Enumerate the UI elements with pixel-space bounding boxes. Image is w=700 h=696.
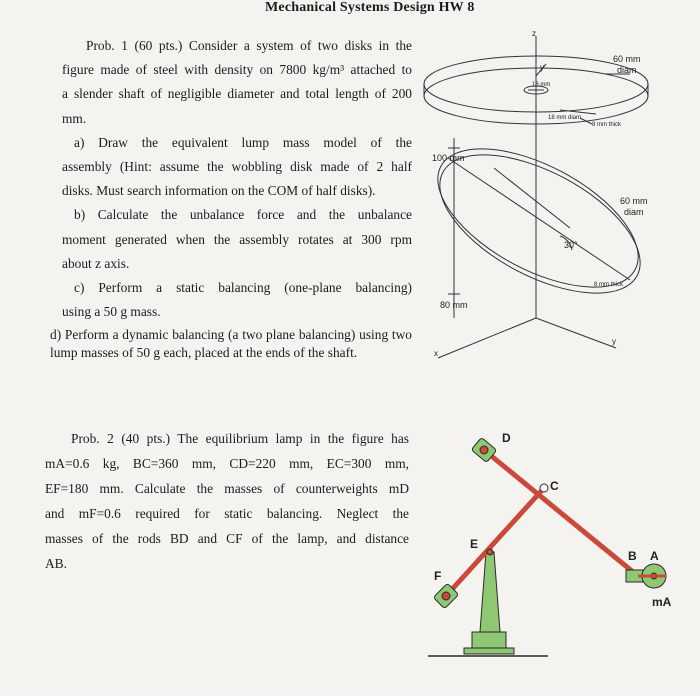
y-axis-top-label: y [540, 63, 544, 72]
angle-label: 30° [564, 240, 578, 250]
dim-18mm-diam-label: 18 mm diam [548, 115, 582, 121]
y-axis-bottom-label: y [612, 337, 616, 346]
label-d: D [502, 431, 511, 445]
bottom-disk-diam-label-2: diam [624, 207, 644, 217]
pivot-f [442, 592, 450, 600]
pivot-e [487, 549, 493, 555]
x-axis-line [438, 318, 536, 358]
label-e: E [470, 537, 479, 551]
length-80-label: 80 mm [440, 300, 468, 310]
dim-18mm-label: 18 mm [532, 82, 551, 88]
bottom-disk-face [420, 120, 660, 315]
problem2-line: AB. [45, 556, 67, 571]
problem2-line: masses of the rods BD and CF of the lamp, and distance [45, 531, 409, 546]
problem1-line: b) Calculate the unbalance force and the unbalance [74, 207, 412, 223]
length-100-label: 100 mm [432, 153, 465, 163]
problem2-line: mA=0.6 kg, BC=360 mm, CD=220 mm, EC=300 mm, [45, 456, 409, 471]
label-b: B [628, 549, 637, 563]
problem1-line: Prob. 1 (60 pts.) Consider a system of two disks in the [86, 38, 412, 53]
bottom-disk-thick-label: 8 mm thick [594, 282, 624, 288]
label-c: C [550, 479, 559, 493]
bottom-disk-chord [494, 168, 570, 228]
leader-18mm-diam [560, 110, 596, 114]
rod-bd [484, 450, 638, 576]
problem2-line: Prob. 2 (40 pts.) The equilibrium lamp in the figure has [71, 431, 409, 446]
bottom-disk-diameter-line [448, 158, 630, 280]
top-disk-diam-label-2: diam [617, 65, 637, 75]
bottom-disk-diam-label-1: 60 mm [620, 196, 648, 206]
problem1-line: using a 50 g mass. [62, 304, 161, 320]
problem1-line: assembly (Hint: assume the wobbling disk made of 2 half [62, 158, 412, 174]
problem1-line: a slender shaft of negligible diameter and total length of 200 [62, 86, 412, 102]
problem1-line: mm. [62, 110, 87, 126]
lamp-figure [420, 420, 700, 696]
y-axis-bottom-line [536, 318, 616, 348]
problem2-line: and mF=0.6 required for static balancing. Neglect the [45, 506, 409, 521]
problem1-line: about z axis. [62, 255, 130, 271]
problem1-part-d: d) Perform a dynamic balancing (a two plane balancing) using two lump masses of 50 g each, placed at the ends of the shaft. [50, 327, 412, 360]
problem2-text [45, 426, 409, 576]
label-f: F [434, 569, 442, 583]
problem1-line: a) Draw the equivalent lump mass model of the [74, 134, 412, 150]
pivot-c [540, 484, 548, 492]
label-a: A [650, 549, 659, 563]
lamp-post [480, 552, 500, 632]
label-ma: mA [652, 595, 672, 609]
problem2-line: EF=180 mm. Calculate the masses of counterweights mD [45, 481, 409, 496]
problem1-text [62, 34, 412, 324]
problem1-line: c) Perform a static balancing (one-plane balancing) [74, 279, 412, 295]
top-disk-thick-label: 8 mm thick [592, 122, 622, 128]
lamp-base-foot [464, 648, 514, 654]
problem1-line: moment generated when the assembly rotates at 300 rpm [62, 231, 412, 247]
problem1-line: disks. Must search information on the COM of half disks). [62, 183, 376, 199]
top-disk-diam-label-1: 60 mm [613, 54, 641, 64]
page-title: Mechanical Systems Design HW 8 [265, 0, 475, 15]
problem1-line: figure made of steel with density on 7800 kg/m³ attached to [62, 62, 412, 78]
pivot-d [480, 446, 488, 454]
x-axis-label: x [434, 349, 438, 358]
two-disk-figure [420, 18, 700, 378]
z-axis-label: z [532, 29, 536, 38]
lamp-base [472, 632, 506, 650]
